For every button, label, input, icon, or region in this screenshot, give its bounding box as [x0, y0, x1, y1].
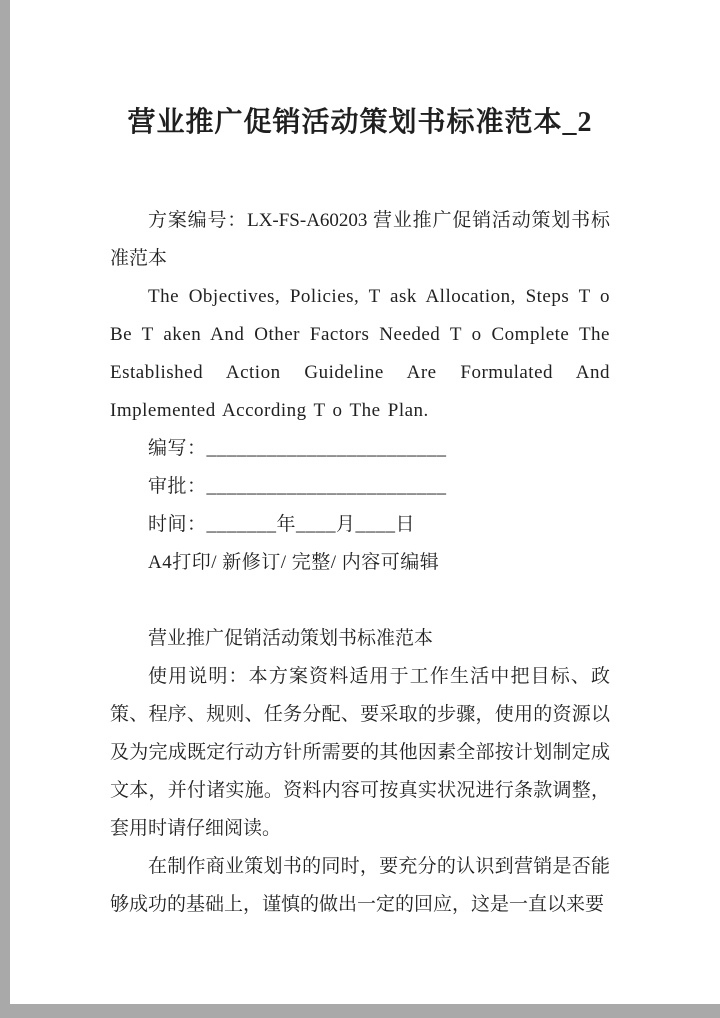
page-bottom-edge [0, 1004, 720, 1018]
plan-number-paragraph: 方案编号：LX-FS-A60203 营业推广促销活动策划书标准范本 [110, 210, 610, 269]
document-title: 营业推广促销活动策划书标准范本_2 [127, 107, 593, 138]
print-info-line: A4打印/ 新修订/ 完整/ 内容可编辑 [148, 552, 440, 573]
document-subtitle: 营业推广促销活动策划书标准范本 [148, 628, 434, 649]
date-line: 时间：_______年____月____日 [148, 514, 416, 535]
page-left-edge [0, 0, 10, 1018]
writer-line: 编写：________________________ [148, 438, 447, 459]
approval-line: 审批：________________________ [148, 476, 447, 497]
body-paragraph: 在制作商业策划书的同时，要充分的认识到营销是否能够成功的基础上，谨慎的做出一定的回应，这是一直以来要 [110, 856, 610, 915]
usage-instructions-paragraph: 使用说明：本方案资料适用于工作生活中把目标、政策、程序、规则、任务分配、要采取的步骤，使用的资源以及为完成既定行动方针所需要的其他因素全部按计划制定成文本，并付诸实施。资料内容可按真实状况进行条款调整，套用时请仔细阅读。 [110, 666, 610, 839]
document-content [110, 0, 610, 924]
english-description-paragraph: The Objectives, Policies, T ask Allocation, Steps T o Be T aken And Other Factors Needed T o Complete The Established Action Guideline Are Formulated And Implemented According T o The Plan. [110, 286, 610, 421]
